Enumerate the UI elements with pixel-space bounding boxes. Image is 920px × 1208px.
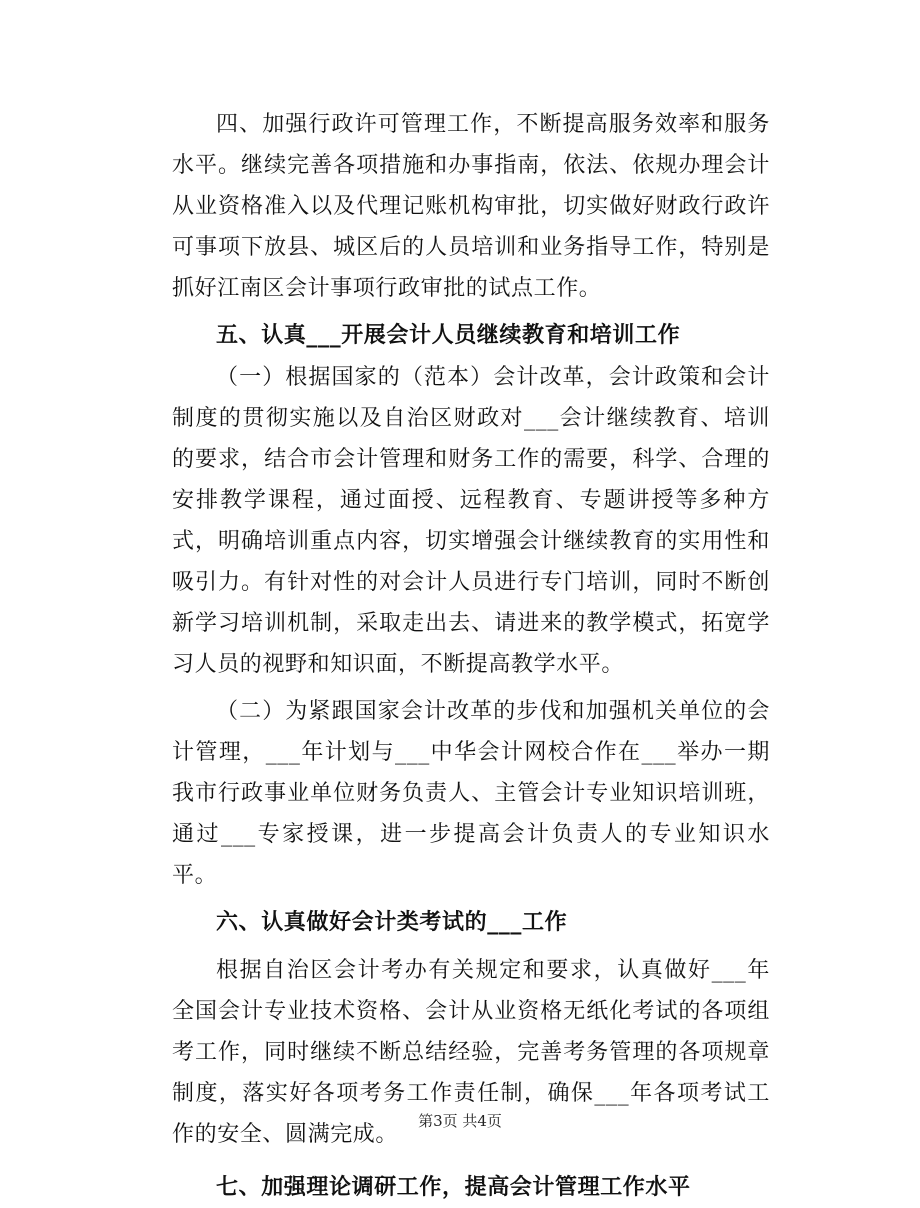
paragraph-section-5-item-2: （二）为紧跟国家会计改革的步伐和加强机关单位的会计管理，___年计划与___中华会计网校合作在___举办一期我市行政事业单位财务负责人、主管会计专业知识培训班，通过___专家授课，进一步提高会计负责人的专业知识水平。	[172, 699, 770, 888]
heading-section-6: 六、认真做好会计类考试的___工作	[216, 909, 568, 935]
heading-section-5: 五、认真___开展会计人员继续教育和培训工作	[216, 322, 681, 348]
page-number-footer: 第3页 共4页	[418, 1112, 502, 1130]
heading-section-7: 七、加强理论调研工作，提高会计管理工作水平	[216, 1174, 691, 1200]
paragraph-section-4: 四、加强行政许可管理工作，不断提高服务效率和服务水平。继续完善各项措施和办事指南，依法、依规办理会计从业资格准入以及代理记账机构审批，切实做好财政行政许可事项下放县、城区后的人员培训和业务指导工作，特别是抓好江南区会计事项行政审批的试点工作。	[172, 112, 770, 301]
paragraph-section-6: 根据自治区会计考办有关规定和要求，认真做好___年全国会计专业技术资格、会计从业资格无纸化考试的各项组考工作，同时继续不断总结经验，完善考务管理的各项规章制度，落实好各项考务工作责任制，确保___年各项考试工作的安全、圆满完成。	[172, 958, 770, 1147]
document-body	[172, 104, 770, 1208]
paragraph-section-5-item-1: （一）根据国家的（范本）会计改革，会计政策和会计制度的贯彻实施以及自治区财政对___会计继续教育、培训的要求，结合市会计管理和财务工作的需要，科学、合理的安排教学课程，通过面授、远程教育、专题讲授等多种方式，明确培训重点内容，切实增强会计继续教育的实用性和吸引力。有针对性的对会计人员进行专门培训，同时不断创新学习培训机制，采取走出去、请进来的教学模式，拓宽学习人员的视野和知识面，不断提高教学水平。	[172, 365, 770, 677]
